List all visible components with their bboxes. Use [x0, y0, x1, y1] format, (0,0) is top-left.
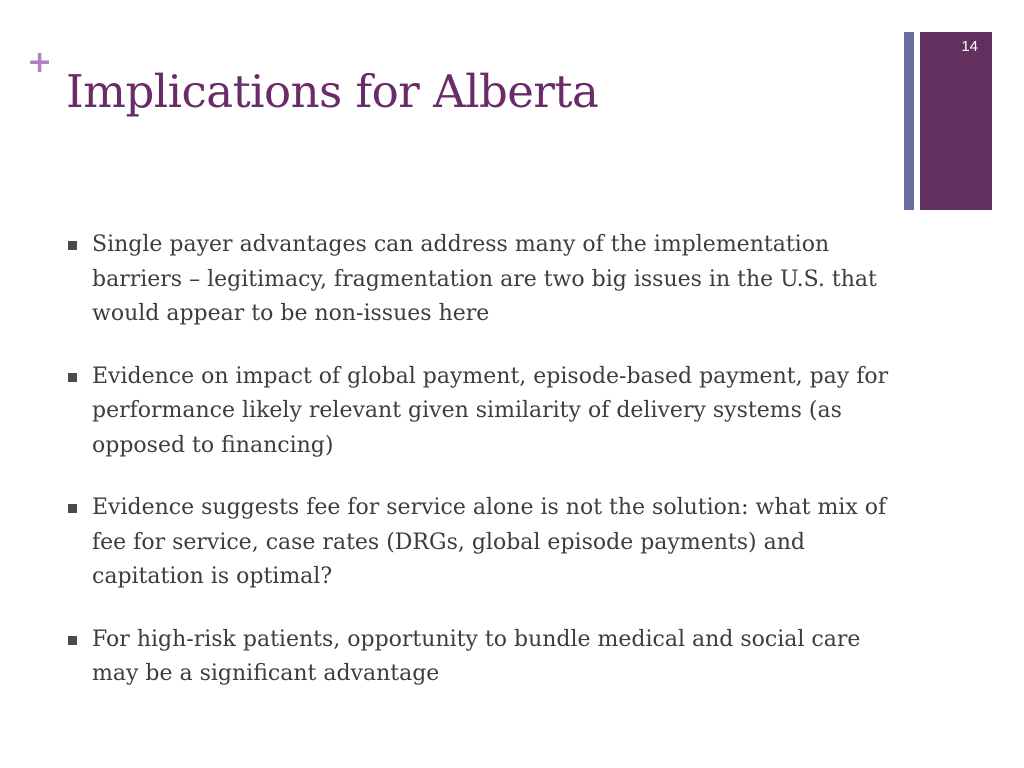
square-bullet-icon [68, 373, 77, 382]
slide-number: 14 [961, 38, 978, 55]
square-bullet-icon [68, 504, 77, 513]
bullet-item [68, 228, 908, 332]
bullet-text: Single payer advantages can address many of the implementation barriers – legitimacy, fragmentation are two big issues in the U.S. that would appear to be non-issues here [92, 232, 877, 326]
bullet-item [68, 360, 908, 464]
slide-title: Implications for Alberta [66, 65, 599, 118]
bullet-list [68, 228, 908, 720]
plus-icon: + [27, 45, 53, 80]
accent-bar-wide [920, 32, 992, 210]
accent-bar-thin [904, 32, 914, 210]
bullet-item [68, 491, 908, 595]
square-bullet-icon [68, 241, 77, 250]
bullet-text: For high-risk patients, opportunity to bundle medical and social care may be a significant advantage [92, 626, 861, 686]
bullet-item [68, 623, 908, 692]
bullet-text: Evidence on impact of global payment, episode-based payment, pay for performance likely relevant given similarity of delivery systems (as opposed to financing) [92, 363, 889, 458]
bullet-text: Evidence suggests fee for service alone is not the solution: what mix of fee for service, case rates (DRGs, global episode payments) and capitation is optimal? [92, 495, 887, 589]
square-bullet-icon [68, 636, 77, 645]
